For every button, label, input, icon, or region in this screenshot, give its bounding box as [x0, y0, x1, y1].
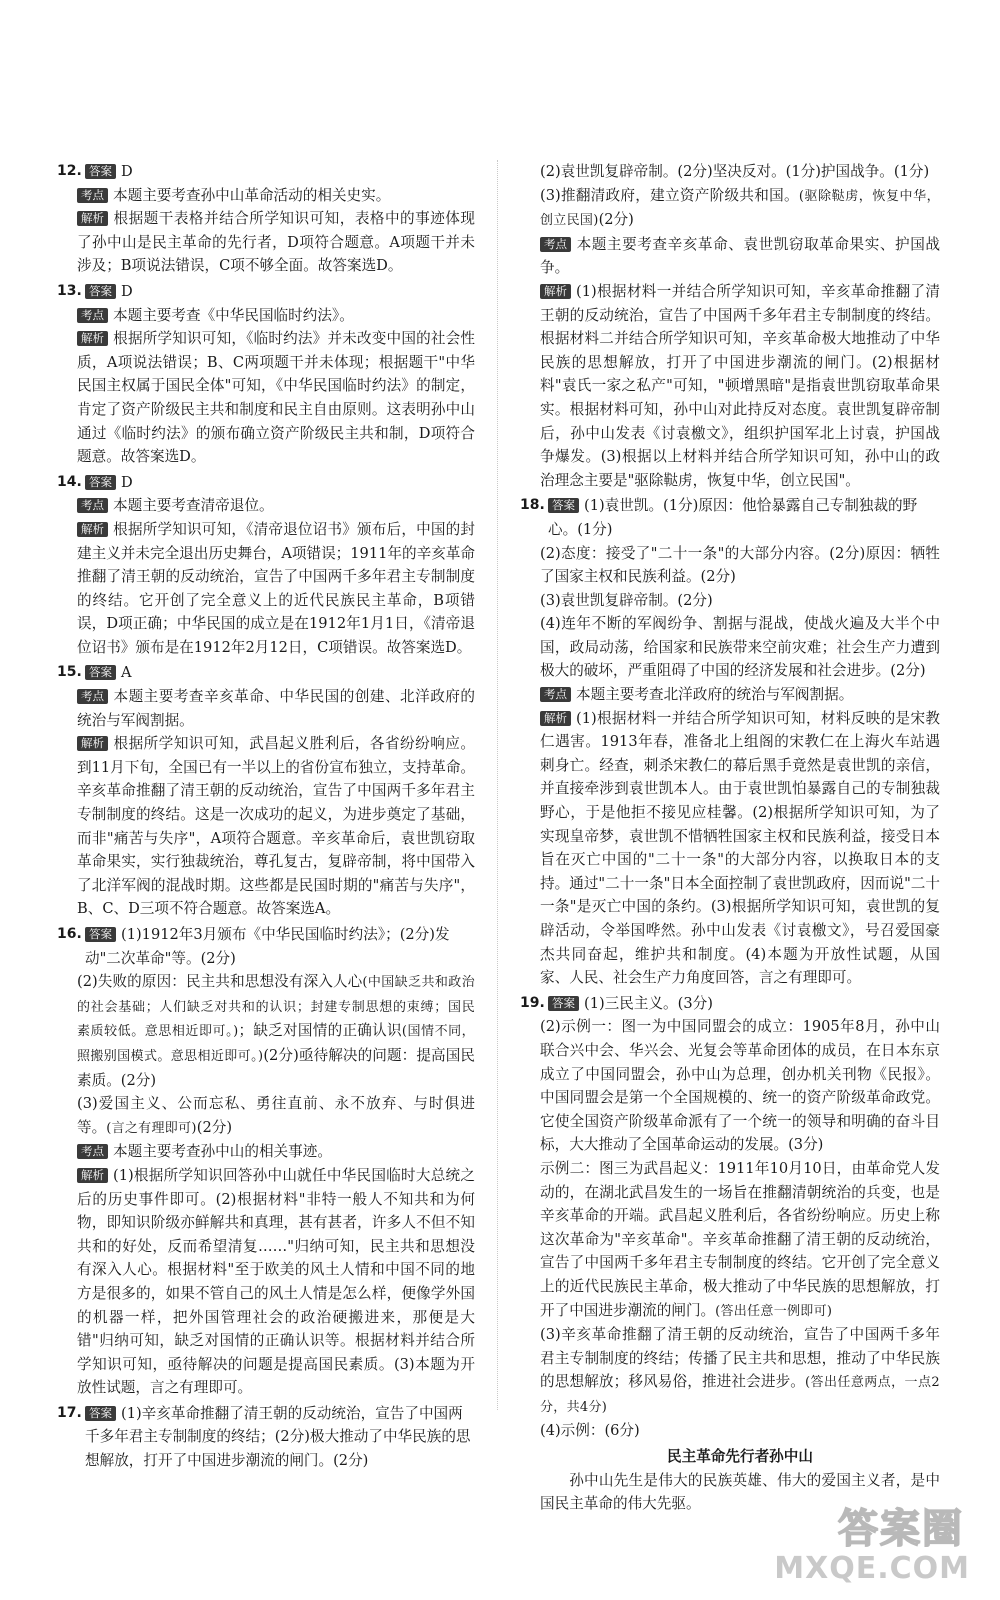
question-number: 15. [57, 664, 82, 681]
question-number: 18. [520, 497, 545, 514]
answer-part-3-note: (言之有理即可) [106, 1120, 197, 1136]
answer-part-2-example-2 [520, 1157, 940, 1323]
focus-tag: 考点 [540, 687, 571, 702]
answer-tag: 答案 [548, 996, 579, 1011]
analysis-text: 根据题干表格并结合所学知识可知，表格中的事迹体现了孙中山是民主革命的先行者，D项符合题意。A项题干并未涉及；B项说法错误，C项不够全面。故答案选D。 [77, 210, 475, 275]
answer-part-2-note-1: (中国缺乏共和政治的社会基础；人们缺乏对共和的认识；封建专制思想的束缚；国民素质较低。意思相近即可。) [77, 975, 475, 1040]
answer-part-4: (4)连年不断的军阀纷争、割据与混战，使战火遍及大半个中国，政局动荡，给国家和民族带来空前灾难；社会生产力遭到极大的破坏，严重阻碍了中国的经济发展和社会进步。(2分) [540, 615, 940, 680]
answer-part-3-end: (2分) [196, 1118, 233, 1136]
answer-part-3-main: (3)辛亥革命推翻了清王朝的反动统治，宣告了中国两千多年君主专制制度的终结；传播了民主共和思想，推动了中华民族的思想解放；移风易俗，推进社会进步。 [540, 1326, 940, 1391]
answer-part-3 [520, 184, 940, 233]
analysis-tag: 解析 [77, 1168, 108, 1183]
answer-part-2-main: (2)失败的原因：民主共和思想没有深入人心 [77, 973, 363, 991]
question-18 [520, 494, 940, 989]
analysis-tag: 解析 [77, 331, 108, 346]
answer-tag: 答案 [85, 665, 116, 680]
question-number: 19. [520, 994, 545, 1011]
focus-tag: 考点 [540, 237, 571, 252]
focus-text: 本题主要考查孙中山革命活动的相关史实。 [113, 186, 391, 204]
focus-text: 本题主要考查孙中山的相关事迹。 [113, 1143, 332, 1161]
analysis-text: 根据所学知识可知，《清帝退位诏书》颁布后，中国的封建主义并未完全退出历史舞台，A项错误；1911年的辛亥革命推翻了清王朝的反动统治，宣告了中国两千多年君主专制制度的终结。它开创了完全意义上的近代民族民主革命，B项错误，D项正确；中华民国的成立是在1912年1月1日，《清帝退位诏书》颁布是在1912年2月12日，C项错误。故答案选D。 [77, 520, 475, 656]
example-2-note: (答出任意一例即可) [715, 1303, 833, 1319]
focus-text: 本题主要考查北洋政府的统治与军阀割据。 [576, 686, 854, 704]
answer-part-3-note: (驱除鞑虏，恢复中华，创立民国) [540, 188, 940, 229]
focus-text: 本题主要考查清帝退位。 [113, 497, 274, 515]
question-number: 12. [57, 163, 82, 179]
answer-part-1: (1)袁世凯。(1分)原因：他恰暴露自己专制独裁的野心。(1分) [548, 497, 918, 538]
focus-text: 本题主要考查《中华民国临时约法》。 [113, 306, 354, 324]
answer-part-3 [520, 1323, 940, 1419]
answer-part-3-note: (答出任意两点，一点2分，共4分) [540, 1375, 940, 1415]
question-15 [57, 661, 475, 921]
question-16 [57, 923, 475, 1400]
focus-text: 本题主要考查辛亥革命、袁世凯窃取革命果实、护国战争。 [540, 235, 940, 277]
question-12 [57, 160, 475, 278]
answer-part-3 [57, 1092, 475, 1140]
question-14 [57, 471, 475, 660]
analysis-text: (1)根据所学知识回答孙中山就任中华民国临时大总统之后的历史事件即可。(2)根据材料"非特一般人不知共和为何物，即知识阶级亦鲜解共和真理，甚有甚者，许多人不但不知共和的好处，反而希望清复……"归纳可知，民主共和思想没有深入人心。根据材料"至于欧美的风土人情和中国不同的地方是很多的，如果不管自己的风土人情是怎么样，便像学外国的机器一样，把外国管理社会的政治硬搬进来，那便是大错"归纳可知，缺乏对国情的正确认识等。根据材料并结合所学知识可知，亟待解决的问题是提高国民素质。(3)本题为开放性试题，言之有理即可。 [77, 1166, 475, 1397]
watermark-cn: 答案圈 [838, 1506, 964, 1552]
answer-part-1: (1)辛亥革命推翻了清王朝的反动统治，宣告了中国两千多年君主专制制度的终结；(2分)极大推动了中华民族的思想解放，打开了中国进步潮流的闸门。(2分) [85, 1404, 471, 1470]
question-19 [520, 992, 940, 1516]
focus-tag: 考点 [77, 689, 108, 704]
analysis-text: 根据所学知识可知，《临时约法》并未改变中国的社会性质，A项说法错误；B、C两项题干并未体现；根据题干"中华民国主权属于国民全体"可知，《中华民国临时约法》的制定，肯定了资产阶级民主共和制度和民主自由原则。这表明孙中山通过《临时约法》的颁布确立资产阶级民主共和制，D项符合题意。故答案选D。 [77, 330, 475, 466]
focus-tag: 考点 [77, 1144, 108, 1159]
answer-part-2: (2)袁世凯复辟帝制。(2分)坚决反对。(1分)护国战争。(1分) [540, 163, 930, 180]
essay-title: 民主革命先行者孙中山 [667, 1448, 813, 1466]
watermark-en: MXQE.COM [774, 1551, 970, 1586]
answer-value: D [121, 282, 133, 300]
answer-tag: 答案 [85, 475, 116, 490]
answer-part-2-mid: ；缺乏对国情的正确认识 [238, 1022, 402, 1040]
answer-part-2: (2)示例一：图一为中国同盟会的成立：1905年8月，孙中山联合兴中会、华兴会、光复会等革命团体的成员，在日本东京成立了中国同盟会，孙中山为总理，创办机关刊物《民报》。中国同盟会是第一个全国规模的、统一的资产阶级革命政党。它使全国资产阶级革命派有了一个统一的领导和明确的奋斗目标，大大推动了全国革命运动的发展。(3分) [540, 1018, 940, 1154]
answer-part-3-end: (2分) [598, 211, 634, 229]
answer-tag: 答案 [85, 284, 116, 299]
question-number: 14. [57, 473, 82, 490]
answer-part-2 [57, 970, 475, 1092]
analysis-tag: 解析 [77, 211, 108, 226]
right-column [520, 160, 940, 1516]
question-number: 16. [57, 926, 82, 942]
focus-tag: 考点 [77, 308, 108, 323]
watermark-logo [776, 1504, 986, 1594]
analysis-text: (1)根据材料一并结合所学知识可知，材料反映的是宋教仁遇害。1913年春，准备北上组阁的宋教仁在上海火车站遇刺身亡。经查，刺杀宋教仁的幕后黑手竟然是袁世凯的亲信，并直接牵涉到袁世凯本人。由于袁世凯怕暴露自己的专制独裁野心，于是他拒不接见应桂馨。(2)根据所学知识可知，为了实现皇帝梦，袁世凯不惜牺牲国家主权和民族利益，接受日本旨在灭亡中国的"二十一条"的大部分内容，以换取日本的支持。通过"二十一条"日本全面控制了袁世凯政府，因而说"二十一条"是灭亡中国的条约。(3)根据所学知识可知，袁世凯的复辟活动，令举国哗然。孙中山发表《讨袁檄文》，号召爱国豪杰共同奋起，维护共和制度。(4)本题为开放性试题，从国家、人民、社会生产力角度回答，言之有理即可。 [540, 709, 940, 987]
analysis-text: (1)根据材料一并结合所学知识可知，辛亥革命推翻了清王朝的反动统治，宣告了中国两千多年君主专制制度的终结。根据材料二并结合所学知识可知，辛亥革命极大地推动了中华民族的思想解放，打开了中国进步潮流的闸门。(2)根据材料"袁氏一家之私产"可知，"顿增黑暗"是指袁世凯窃取革命果实。根据材料可知，孙中山对此持反对态度。袁世凯复辟帝制后，孙中山发表《讨袁檄文》，组织护国军北上讨袁，护国战争爆发。(3)根据以上材料并结合所学知识可知，孙中山的政治理念主要是"驱除鞑虏，恢复中华，创立民国"。 [540, 282, 940, 489]
answer-part-3-main: (3)爱国主义、公而忘私、勇往直前、永不放弃、与时俱进等。 [77, 1095, 475, 1136]
question-17 [57, 1402, 475, 1473]
question-17-continued [520, 160, 940, 492]
answer-part-4: (4)示例：(6分) [540, 1422, 640, 1440]
answer-tag: 答案 [85, 927, 116, 942]
focus-tag: 考点 [77, 498, 108, 513]
answer-value: A [121, 664, 132, 682]
answer-part-2-note-2: (国情不同，照搬别国模式。意思相近即可。) [77, 1024, 475, 1064]
analysis-tag: 解析 [77, 522, 108, 537]
essay-body: 孙中山先生是伟大的民族英雄、伟大的爱国主义者，是中国民主革命的伟大先驱。 [540, 1471, 940, 1513]
analysis-tag: 解析 [540, 284, 571, 299]
column-divider [497, 160, 498, 1410]
question-number: 17. [57, 1404, 82, 1421]
answer-tag: 答案 [548, 498, 579, 513]
answer-value: D [121, 163, 133, 180]
answer-part-2: (2)态度：接受了"二十一条"的大部分内容。(2分)原因：牺牲了国家主权和民族利益。(2分) [540, 544, 940, 586]
question-13 [57, 280, 475, 469]
answer-part-1: (1)三民主义。(3分) [584, 994, 713, 1012]
answer-part-3: (3)袁世凯复辟帝制。(2分) [540, 591, 713, 609]
focus-tag: 考点 [77, 188, 108, 203]
answer-part-3-main: (3)推翻清政府，建立资产阶级共和国。 [540, 186, 799, 204]
left-column [57, 160, 475, 1473]
example-2-text: 示例二：图三为武昌起义：1911年10月10日，由革命党人发动的，在湖北武昌发生的一场旨在推翻清朝统治的兵变，也是辛亥革命的开端。武昌起义胜利后，各省纷纷响应。历史上称这次革命为"辛亥革命"。辛亥革命推翻了清王朝的反动统治，宣告了中国两千多年君主专制制度的终结。它开创了完全意义上的近代民族民主革命，极大推动了中华民族的思想解放，打开了中国进步潮流的闸门。 [540, 1159, 940, 1319]
analysis-text: 根据所学知识可知，武昌起义胜利后，各省纷纷响应。到11月下旬，全国已有一半以上的省份宣布独立，支持革命。辛亥革命推翻了清王朝的反动统治，宣告了中国两千多年君主专制制度的终结。这是一次成功的起义，为进步奠定了基础，而非"痛苦与失序"，A项符合题意。辛亥革命后，袁世凯窃取革命果实，实行独裁统治，尊孔复古，复辟帝制，将中国带入了北洋军阀的混战时期。这些都是民国时期的"痛苦与失序"，B、C、D三项不符合题意。故答案选A。 [77, 735, 476, 918]
answer-tag: 答案 [85, 164, 116, 179]
analysis-tag: 解析 [77, 736, 108, 751]
answer-value: D [121, 473, 133, 491]
answer-part-2-end: (2分)亟待解决的问题：提高国民素质。(2分) [77, 1046, 475, 1089]
analysis-tag: 解析 [540, 711, 571, 726]
answer-part-1: (1)1912年3月颁布《中华民国临时约法》；(2分)发动"二次革命"等。(2分) [85, 926, 450, 967]
answer-tag: 答案 [85, 1406, 116, 1421]
focus-text: 本题主要考查辛亥革命、中华民国的创建、北洋政府的统治与军阀割据。 [77, 688, 475, 729]
question-number: 13. [57, 282, 82, 299]
